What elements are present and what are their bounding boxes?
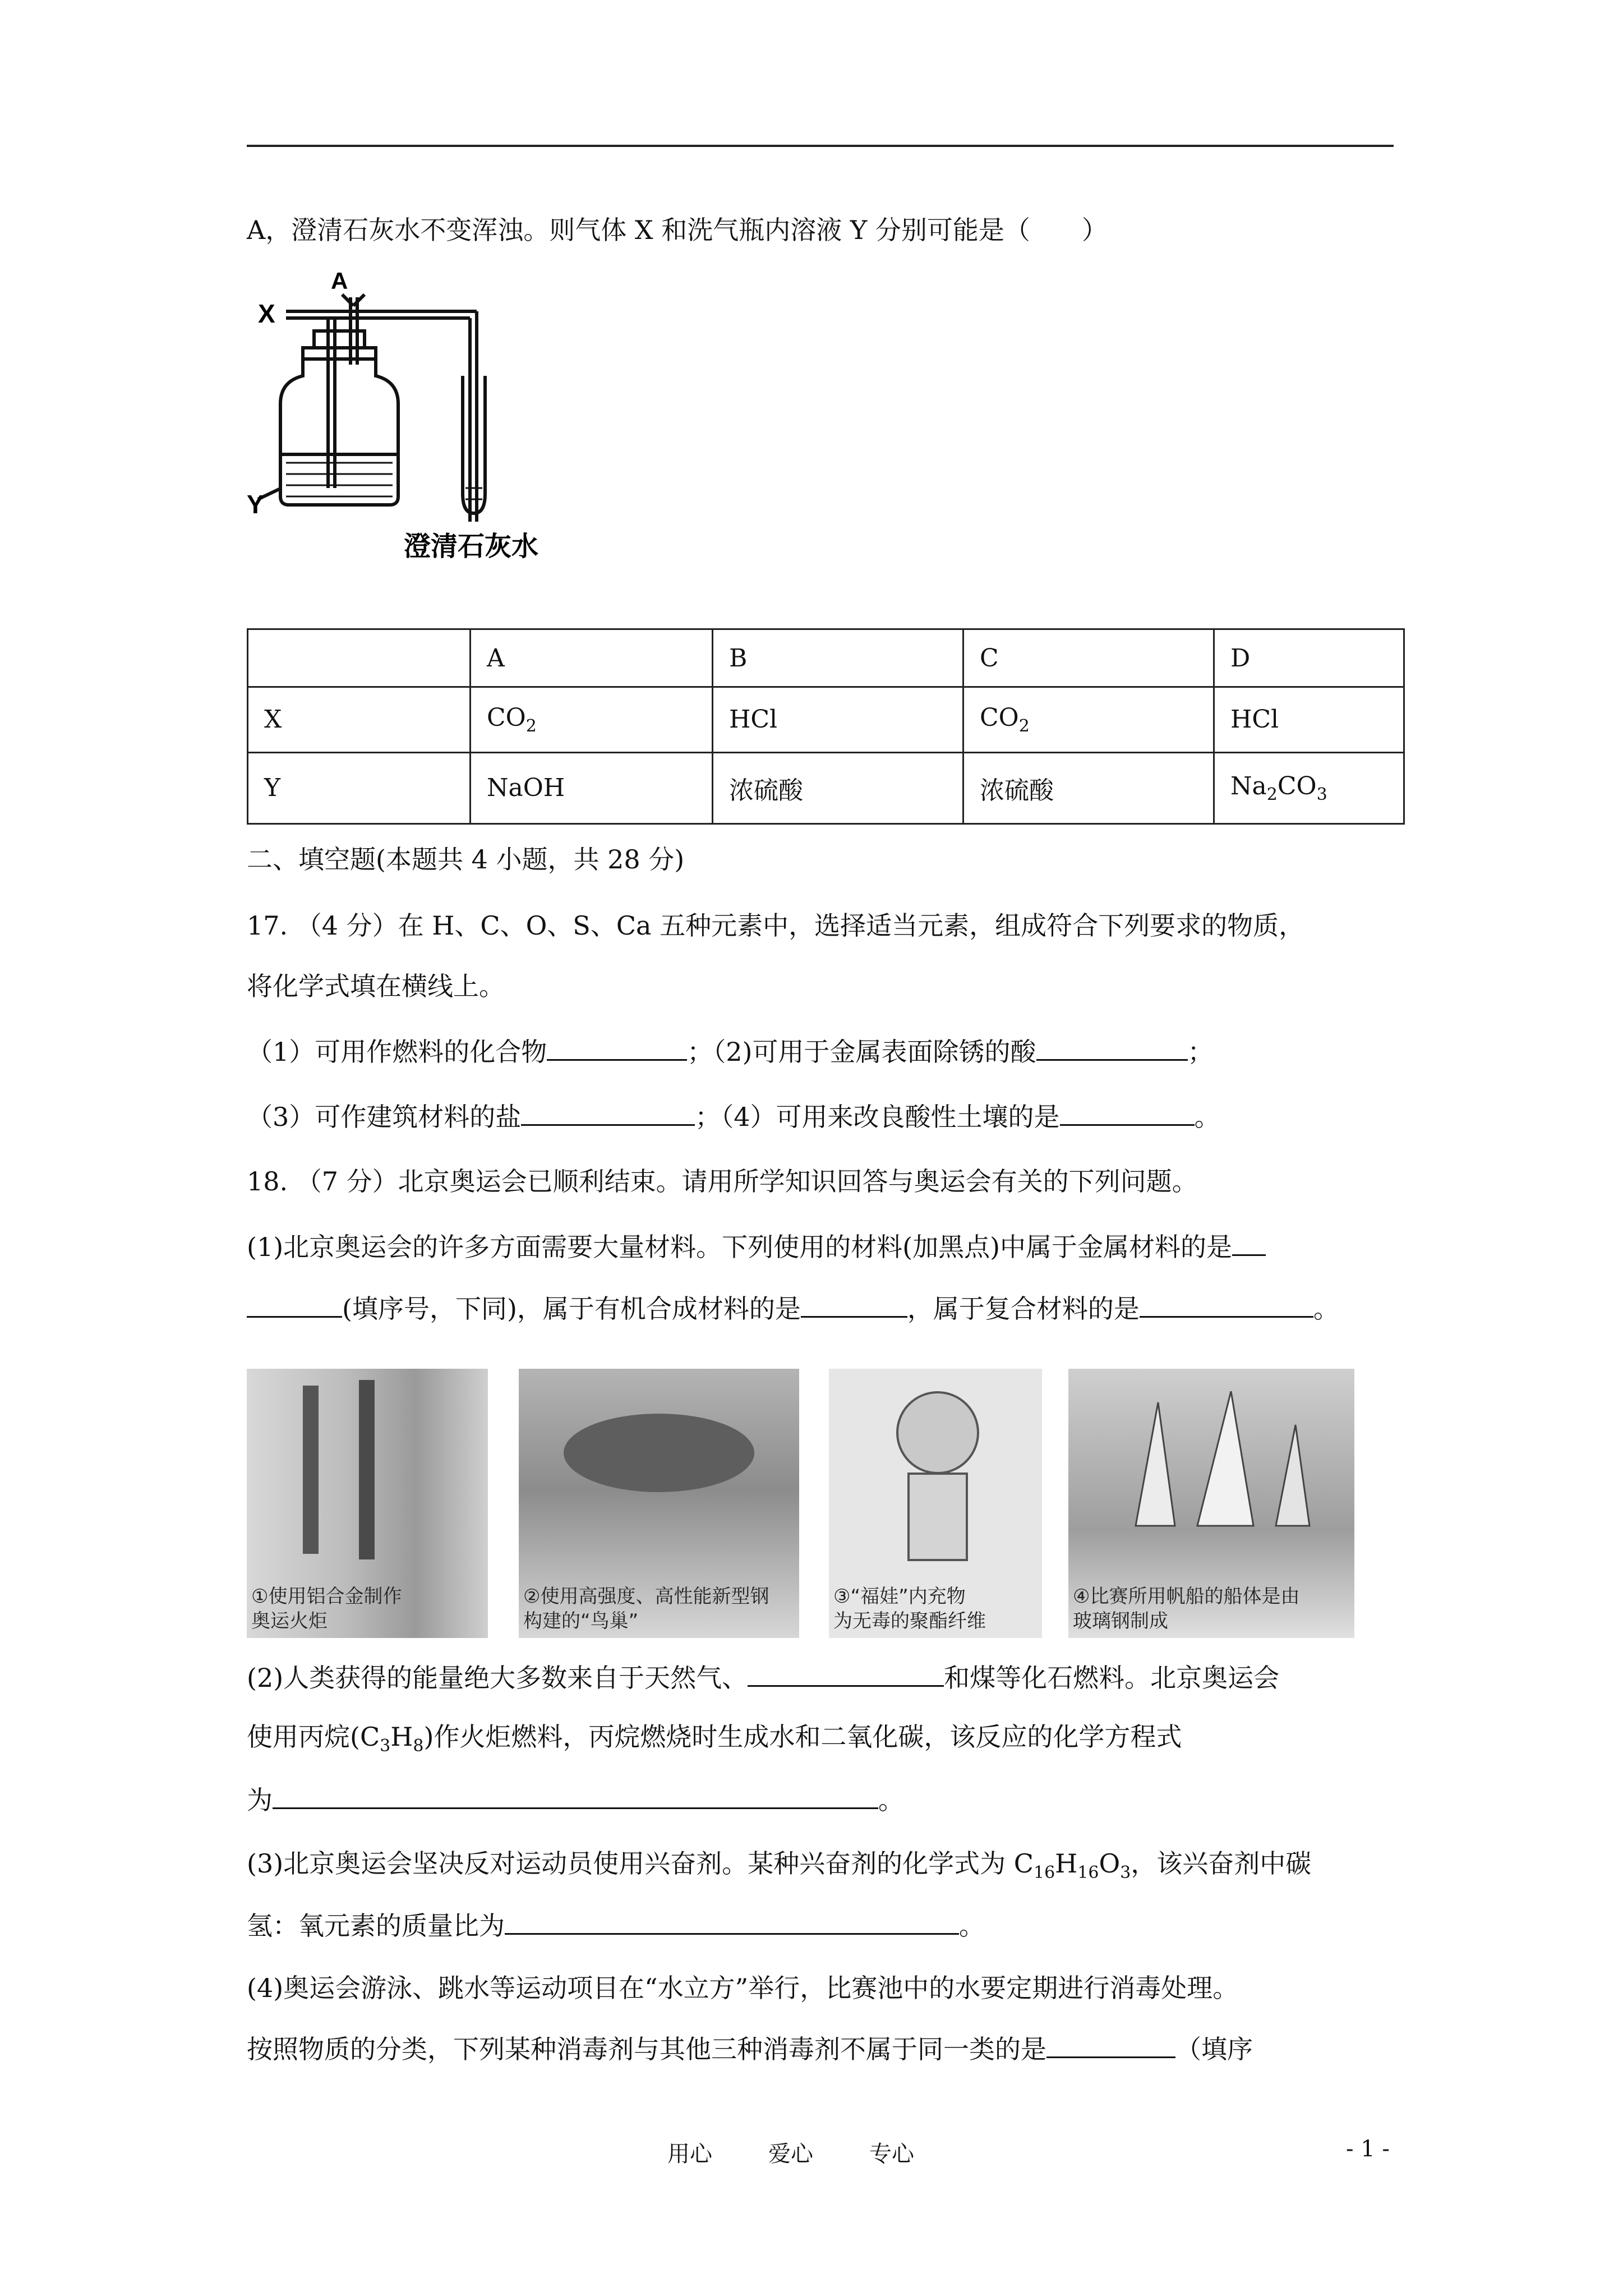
q18-sub2-line3: 为 。: [247, 1782, 904, 1818]
answer-blank[interactable]: [1060, 1098, 1195, 1126]
photo-caption: ④比赛所用帆船的船体是由: [1073, 1585, 1300, 1608]
question-16-continuation: A，澄清石灰水不变浑浊。则气体 X 和洗气瓶内溶液 Y 分别可能是（ ）: [247, 215, 1108, 245]
table-cell: A: [471, 629, 713, 687]
answer-blank[interactable]: [273, 1782, 878, 1809]
label-a: A: [331, 268, 348, 294]
answer-blank[interactable]: [748, 1659, 944, 1687]
photo-caption: ③“福娃”内充物: [833, 1585, 966, 1608]
q17-line2: 将化学式填在横线上。: [247, 971, 505, 1001]
torch-image: [303, 1386, 319, 1554]
mascot-body: [907, 1473, 968, 1561]
photo-torch: [247, 1369, 488, 1638]
answer-blank[interactable]: [547, 1033, 687, 1061]
photo-caption: 奥运火炬: [251, 1610, 328, 1632]
q17-parts-3-4: （3）可作建筑材料的盐 ；（4）可用来改良酸性土壤的是 。: [247, 1098, 1220, 1135]
table-row-x: [248, 687, 1404, 752]
q18-sub4-line2: 按照物质的分类，下列某种消毒剂与其他三种消毒剂不属于同一类的是 （填序: [247, 2031, 1253, 2067]
table-cell: $Na_2CO_3$: [1214, 752, 1404, 824]
table-cell: Y: [248, 752, 471, 824]
q17-parts-1-2: （1）可用作燃料的化合物 ；（2)可用于金属表面除锈的酸 ；: [247, 1033, 1214, 1070]
table-row-y: [248, 752, 1404, 824]
label-y: Y: [247, 490, 264, 519]
answer-blank[interactable]: [801, 1290, 907, 1318]
apparatus-caption: 澄清石灰水: [404, 531, 539, 562]
table-cell: $CO_2$: [471, 687, 713, 752]
photo-caption: ①使用铝合金制作: [251, 1585, 402, 1608]
photo-caption: 玻璃钢制成: [1073, 1610, 1168, 1632]
answer-blank[interactable]: [505, 1907, 959, 1935]
table-cell: X: [248, 687, 471, 752]
photo-birds-nest: [519, 1369, 799, 1638]
photo-caption: 为无毒的聚酯纤维: [833, 1610, 986, 1632]
answer-blank[interactable]: [1140, 1290, 1313, 1318]
options-table: [247, 628, 1405, 825]
torch-image: [359, 1380, 375, 1559]
section-heading: 二、填空题(本题共 4 小题，共 28 分): [247, 844, 685, 875]
q18-sub3-line2: 氢：氧元素的质量比为 。: [247, 1907, 985, 1944]
header-rule: [247, 145, 1394, 147]
table-cell: [248, 629, 471, 687]
q18-line1: 18. （7 分）北京奥运会已顺利结束。请用所学知识回答与奥运会有关的下列问题。: [247, 1166, 1198, 1197]
photo-sailboats: [1068, 1369, 1354, 1638]
sailboat-image: [1102, 1391, 1326, 1537]
photo-fuwa: [829, 1369, 1042, 1638]
answer-blank[interactable]: [247, 1290, 342, 1318]
gas-washing-apparatus-diagram: [247, 264, 583, 578]
q18-sub4-line1: (4)奥运会游泳、跳水等运动项目在“水立方”举行，比赛池中的水要定期进行消毒处理。: [247, 1973, 1239, 2003]
stadium-image: [564, 1414, 754, 1492]
answer-blank[interactable]: [521, 1098, 695, 1126]
table-cell: HCl: [1214, 687, 1404, 752]
answer-blank[interactable]: [1232, 1228, 1266, 1256]
table-cell: $CO_2$: [963, 687, 1214, 752]
q18-sub3-line1: (3)北京奥运会坚决反对运动员使用兴奋剂。某种兴奋剂的化学式为 $C_{16}H_{16}O_3$，该兴奋剂中碳: [247, 1848, 1312, 1883]
table-cell: B: [713, 629, 963, 687]
label-x: X: [258, 299, 275, 328]
table-header-row: [248, 629, 1404, 687]
footer-motto: 用心 爱心 专心: [667, 2141, 914, 2167]
table-cell: NaOH: [471, 752, 713, 824]
table-cell: 浓硫酸: [963, 752, 1214, 824]
q18-sub1-line1: (1)北京奥运会的许多方面需要大量材料。下列使用的材料(加黑点)中属于金属材料的是: [247, 1228, 1266, 1265]
table-cell: D: [1214, 629, 1404, 687]
table-cell: HCl: [713, 687, 963, 752]
q17-line1: 17. （4 分）在 H、C、O、S、Ca 五种元素中，选择适当元素，组成符合下列要求的物质，: [247, 910, 1305, 941]
answer-blank[interactable]: [1036, 1033, 1188, 1061]
photo-caption: 构建的“鸟巢”: [523, 1610, 639, 1632]
q18-sub2-line2: 使用丙烷$(C_3H_8)$作火炬燃料，丙烷燃烧时生成水和二氧化碳，该反应的化学方程式: [247, 1722, 1182, 1756]
table-cell: C: [963, 629, 1214, 687]
mascot-image: [896, 1391, 979, 1474]
q18-sub1-line2: (填序号，下同)，属于有机合成材料的是 ，属于复合材料的是 。: [247, 1290, 1339, 1327]
answer-blank[interactable]: [1046, 2031, 1175, 2058]
q18-sub2-line1: (2)人类获得的能量绝大多数来自于天然气、 和煤等化石燃料。北京奥运会: [247, 1659, 1279, 1696]
photo-caption: ②使用高强度、高性能新型钢: [523, 1585, 769, 1608]
page-number: - 1 -: [1346, 2136, 1390, 2162]
table-cell: 浓硫酸: [713, 752, 963, 824]
